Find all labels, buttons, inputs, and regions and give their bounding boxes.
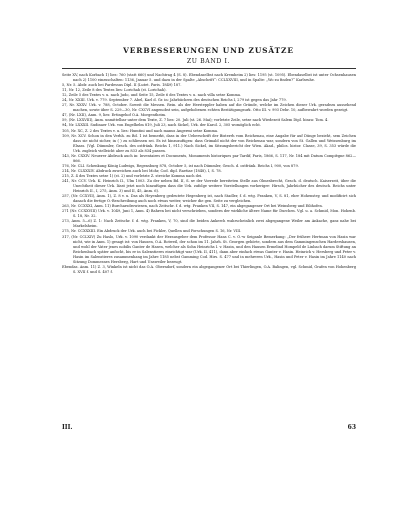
correction-entry: 59, (Nr. LXXVIII), Anm. unmittelbar unter dem Texte, Z. 7 lies: 20. Juli (st. 26. Mai); vorletzte Zeile, setze nach Wiedezeit Salem Dipl. hinzu: Tom. 4. bbox=[62, 118, 329, 123]
correction-entry: 5, Nr. 5. Abdr. auch bei Pardessus Dipl. II (Lutet. Paris. 1849) 187. bbox=[62, 83, 182, 88]
correction-entry: 47, (Nr. LXII), Anm. 9, lies: Ertingehof O.A. Morgentheim. bbox=[62, 113, 167, 118]
correction-entry: 109, Nr. XCV. Schon in den Verhh. zu Bd. 1 ist bemerkt, dass in der Ueberschrift der Bisterrh vom Reichenau, eine Angabe für auf Dünge bezieht, sem Zeichen dass sie nicht sicher, in ( ) zu schliessen sei. Es ist hinzuzufügen: dass Grimald nicht der von Reichenau war, sondern von St. Gallen und Weissenburg im Elsass. (Vgl. Dümmler, Gesch. des ostfränk. Reichs 1, 911.) Nach Sickel, im Sitzungsbericht der Wien. Akad., philos. histor. Classe, 39, S. 353 würde die Urk. zugleich vielleicht aber zu 833 als 834 passen. bbox=[62, 133, 356, 153]
correction-entry: 273, Anm. 5—6) Z. 1: Nach Zeitschr. f. d. wtg. Franken, V, 70, sind die beiden Ankerch wahrscheinlich zwei abgegangene Weiler am Ankache, ganz nahe bei Markelsheim. bbox=[62, 219, 356, 229]
correction-entry: 27, Nr. XXXV. Urk. v. 788, October. Soweit die Messen. Rein. als der Hersteppler haben auf die Gründe, welche im Zeichen dieser Urk. geradezu aussehend machen, sowie über S. 229—30, Nr. CXCVI angenobst sein, aufgehobenen echten Bestätigungsurk. Otto III. v. 993 Dehr. 10, aufbewahrt worden gezeigt. bbox=[62, 103, 356, 113]
correction-entry: 94, Nr. LXXXII. Sudinaer Urk. von Engelhelm 819, Juli 23, nach Sickel, Urk. der Karol. 2, 305 womöglich echt. bbox=[62, 123, 261, 128]
page-title: VERBESSERUNGEN UND ZUSÄTZE bbox=[123, 46, 294, 55]
correction-entry: 214, Nr. CLXXXIV. Abdruck zuweichen auch bei Mohr, Cod. dipl. Raetiae (1848), I, S. 78. bbox=[62, 168, 222, 173]
correction-entry: Seite XV, nach Korbach 1) lies: 760 (statt 660) und Nachtrag 4 (S. 8). Ebendaselbst nach Kremheim 2) lies: 1195 (st. 1095). Ebendaselbst ist unter Ochsenhausen nach 2) 1100 einzuschalten: 1136, Januar 5. und dazu in der Spalte „Abschrift“: CCLXXVIII, und in Spalte: „Wo zu finden?“ Karlsruhe. bbox=[62, 73, 356, 83]
correction-entry: 12, Zeile 5 des Textes v. u. nach Judo, und Seite 15, Zeile 6 des Textes v. u. nach villa setze Komma. bbox=[62, 93, 242, 98]
correction-entry: 257, (Nr. CCXVII), Anm. 1), Z. 8 v. u. Das als Heyenberg gedeutete Hegenberg ist, nach Stadler, f. d. wtg. Franken, V, S. 81, eher Hohenstey, und modificirt sich danach die fertige O.-Beschreibung auch noch etwas weiter, weicher die gen. Seite zu vergleichen. bbox=[62, 194, 356, 204]
correction-entry: 215, Z. 4 des Textes setze 1) (st. 2) und vorletzte Z. streiche Komma nach dei. bbox=[62, 173, 203, 178]
page-subtitle: ZU BAND I. bbox=[186, 58, 231, 65]
correction-entry: 176, Nr. CLI. Schenkung König Ludwigs, Regensburg 878, October 5, ist nach Dümmler, Gesch. d. ostfränk. Reichs I, 900, von 879. bbox=[62, 163, 299, 168]
title-rule bbox=[62, 68, 356, 69]
correction-entry: 263, Nr. CCXXXI, Anm. 11) Burcharsdrowiesen, nach Zeitschr. f. d. wtg. Franken VII, S. 147, ein abgegangener Ort bei Weinsberg und Eibhofen. bbox=[62, 204, 323, 209]
correction-entry: 275, Nr. CCXXXIII. Ein Abdruck der Urk. auch bei Fickler, Quellen und Forschungen S. 16, Nr. VIII. bbox=[62, 229, 242, 234]
correction-entry: 105, Nr. XC, Z. 2 des Textes v. u. lies: Humtini und nach manus Angermi setze Komma. bbox=[62, 128, 219, 133]
correction-entry: 241, Nr. CCV. Urk. K. Heinrich II., Ulm 1003. Zu der neben Bd. II, S. xv der Vorrede bereiteten Stelle aus Olmesbrecht, Gesch. d. deutsch. Kaiserzeit, über die Unechtheit dieser Urk. lässt jetzt noch hinzufügen dass die Urk. zufolge weitere Vorstellungen vorheriger: Hirsch, Jahrbücher des deutsch. Reichs unter Heinrich II., I, 275, Anm. 3) und II, 45, Anm. 6). bbox=[62, 178, 356, 194]
corrections-list bbox=[62, 73, 356, 275]
volume-number: III. bbox=[62, 424, 73, 431]
correction-entry: 24, Nr. XXIII. Urk. v. 779. September 7. Abel, Karl d. Gr. in: Jahrbüchern des deutschen Reichs I, 279 ist gegen das Jahr 779. bbox=[62, 98, 287, 103]
page-number: 63 bbox=[347, 424, 356, 431]
correction-entry: 143, Nr. CXXIV. Neuerer Abdruck auch in: Inventaires et Documents, Monuments historiques par Tardif, Paris, 1866, S. 117, Nr. 184 mit Datum Compiègne 862—866. bbox=[62, 153, 356, 163]
correction-entry: 11, Nr. 12, Zeile 8 des Textes lies: Lorichah (st. Lorichah). bbox=[62, 88, 167, 93]
correction-entry: 317, (Nr. CCLXIV) Zu Haslo, Urk. v. 1090 verdankt der Herausgeber dem Professor Hans C. v. O.-w Seiganle Bemerkung: „Der frühere Hertman von Hasin war nicht, wie in Anm. 1) gesagt ist: von Hausen, O.A. Rotweil, der schon im 11. Jahrh. St. Georgen gehörte, sondern aus dem Gammingenschen Hardershausen, und wohl der Vater jenes nobilis Ganter de Hasen, welcher als Sohn Heinrichs I. v. Hasin, und den Hausen Ermelind Hompeld de Linbach darum Stiftung an Reichenbach später anfocht, bis er in Salenstieres einrichtigt war (Urk. II, 411), dann aber einfach etwas Ganter v. Hasin. Heinrich v. Hersberg und Peter v. Hasin im Salenstieres zusammenhang im Jahre 1185 nebst Gamming Cod. Hirs. S. 477 und in mehreren Urk., Hasin und Peter v. Hasin im Jahre 1140 nach Sitzung Dommesnes Hersberg, Hart und Unsweiler bezeugt. bbox=[62, 234, 356, 264]
correction-entry: Ebendas. Anm. 11) Z. 3, Winkeln ist nicht das O.A. Oberndorf, sondern ein abgegangener Ort bei Thierlingen, O.A. Balingen, vgl. Schmid, Grafen von Hohenberg S. XVII f. und S. 407 f. bbox=[62, 264, 356, 274]
correction-entry: 271 (Nr. CCXXVIII) Urk. v. 1049, Juni 1, Anm. 4) Bahren bei nicht verschrieben, sondern der wirkliche ältere Name für Durchen. Vgl. u. a. Schmid, Mon. Hohenb. S. 18, Nr. 32. bbox=[62, 209, 356, 219]
